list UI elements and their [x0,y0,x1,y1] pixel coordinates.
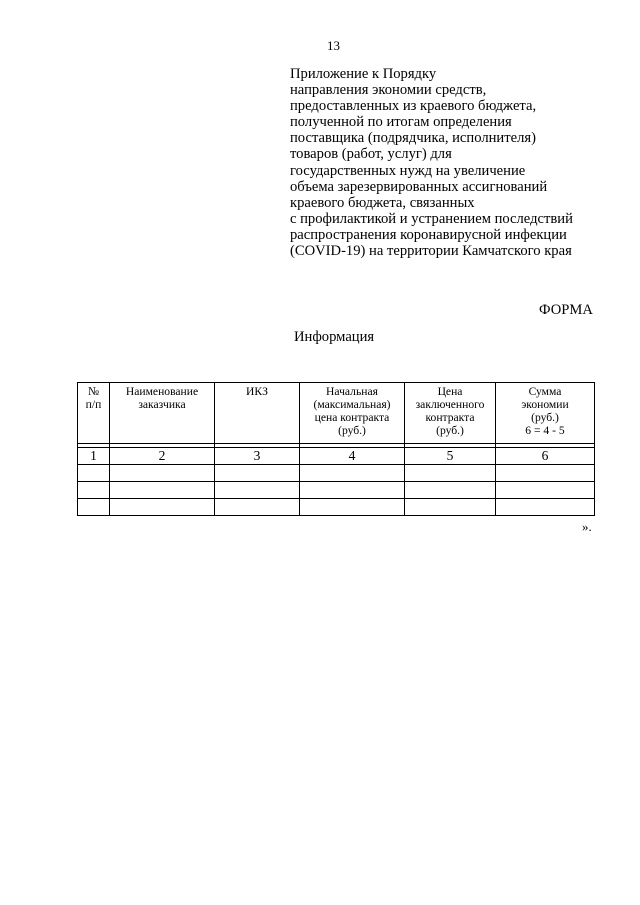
appendix-line: государственных нужд на увеличение [290,162,526,179]
table-header-row [78,383,595,444]
table-row [78,465,595,482]
header-ikz: ИКЗ [215,383,300,444]
header-number: № п/п [78,383,110,444]
table-row [78,482,595,499]
header-savings: Сумма экономии (руб.) 6 = 4 - 5 [496,383,595,444]
appendix-line: Приложение к Порядку [290,66,437,82]
column-number: 5 [405,448,496,465]
appendix-line: объема зарезервированных ассигнований [290,178,548,195]
column-number: 2 [110,448,215,465]
appendix-line: распространения коронавирусной инфекции [290,226,567,243]
column-number: 6 [496,448,595,465]
form-label: ФОРМА [539,302,593,318]
closing-quote: ». [582,519,592,534]
appendix-line: предоставленных из краевого бюджета, [290,98,537,115]
appendix-line: поставщика (подрядчика, исполнителя) [290,130,536,147]
appendix-line: полученной по итогам определения [290,114,512,131]
column-number: 1 [78,448,110,465]
appendix-line: с профилактикой и устранением последствий [290,210,573,227]
document-title: Информация [294,329,375,345]
column-number-row [78,448,595,465]
header-initial-price: Начальная (максимальная) цена контракта (руб.) [300,383,405,444]
header-customer-name: Наименование заказчика [110,383,215,444]
info-table [77,382,595,516]
column-number: 3 [215,448,300,465]
appendix-line: краевого бюджета, связанных [290,194,475,211]
header-contract-price: Цена заключенного контракта (руб.) [405,383,496,444]
appendix-line: (COVID-19) на территории Камчатского края [290,243,572,260]
appendix-line: товаров (работ, услуг) для [290,146,452,163]
page-number: 13 [327,38,340,53]
column-number: 4 [300,448,405,465]
appendix-line: направления экономии средств, [290,82,487,99]
table-row [78,499,595,516]
appendix-note [290,66,620,259]
